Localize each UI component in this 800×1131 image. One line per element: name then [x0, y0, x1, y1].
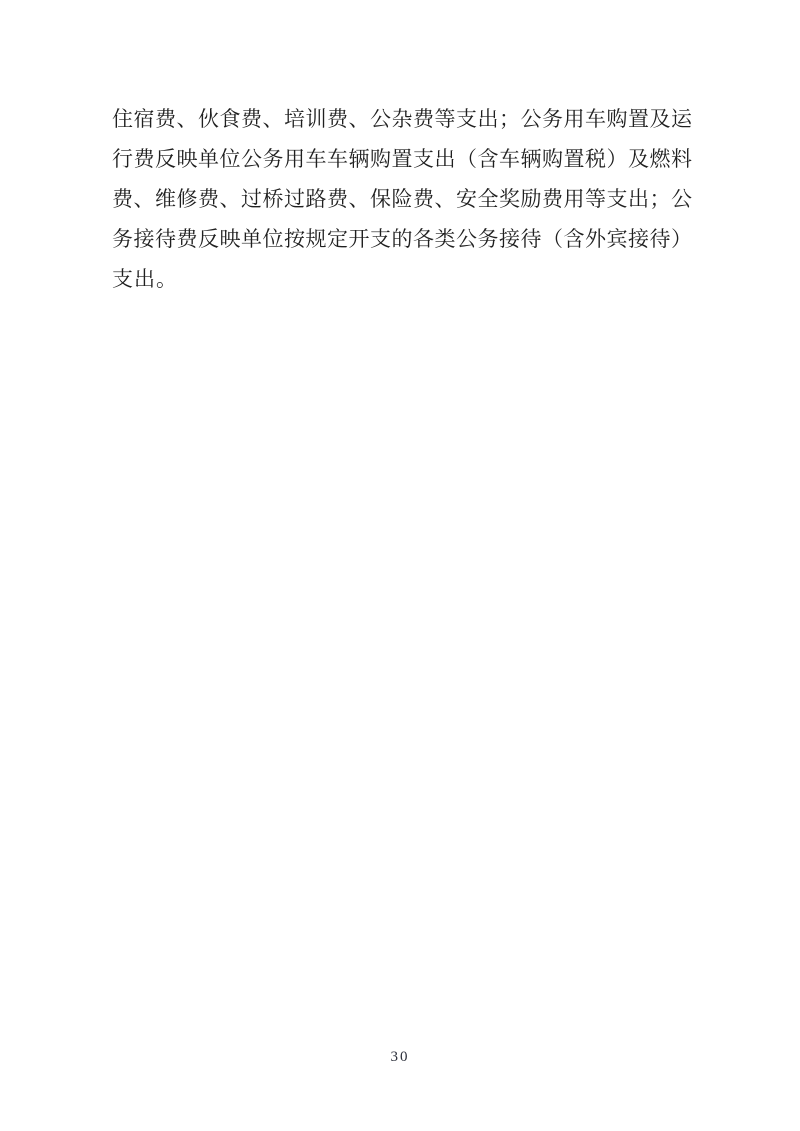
paragraph-line-3: 费、维修费、过桥过路费、保险费、安全奖励费用等支出；公: [112, 187, 693, 211]
page-number: 30: [390, 1049, 410, 1065]
paragraph: [112, 99, 693, 299]
paragraph-line-1: 住宿费、伙食费、培训费、公杂费等支出；公务用车购置及运: [112, 107, 693, 131]
paragraph-line-4: 务接待费反映单位按规定开支的各类公务接待（含外宾接待）: [112, 227, 693, 251]
paragraph-line-5: 支出。: [112, 267, 178, 291]
paragraph-line-2: 行费反映单位公务用车车辆购置支出（含车辆购置税）及燃料: [112, 147, 693, 171]
